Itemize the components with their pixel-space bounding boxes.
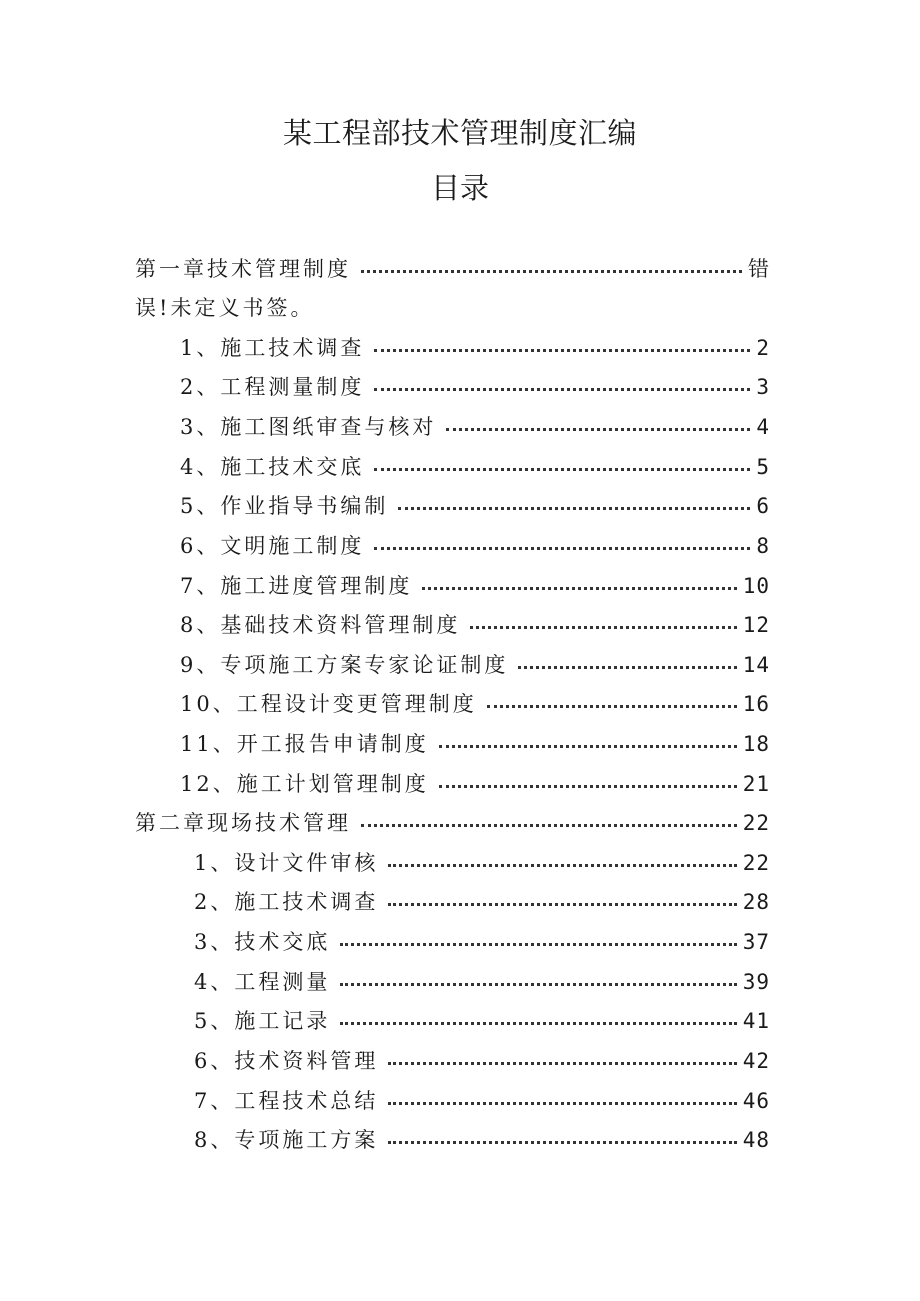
- toc-page-number: 22: [742, 851, 770, 875]
- toc-page-number: 41: [742, 1009, 770, 1033]
- toc-page-number: 6: [756, 494, 770, 518]
- toc-leader-dots: [374, 388, 750, 391]
- toc-page-number: 8: [756, 534, 770, 558]
- toc-entry-label: 2、施工技术调查: [194, 890, 379, 914]
- toc-entry[interactable]: [194, 966, 770, 996]
- toc-page-number: 5: [756, 455, 770, 479]
- toc-page-number: 12: [742, 613, 770, 637]
- toc-entry-label: 2、工程测量制度: [180, 375, 365, 399]
- toc-entry[interactable]: [194, 1045, 770, 1075]
- toc-leader-dots: [388, 864, 736, 867]
- toc-leader-dots: [388, 1102, 736, 1105]
- toc-page-number: 错: [748, 257, 770, 281]
- toc-entry-label: 7、施工进度管理制度: [180, 574, 413, 598]
- toc-entry-label: 第一章技术管理制度: [135, 257, 351, 281]
- toc-entry-label: 1、施工技术调查: [180, 336, 365, 360]
- toc-leader-dots: [446, 428, 750, 431]
- toc-entry-label: 第二章现场技术管理: [135, 811, 351, 835]
- toc-entry[interactable]: [180, 768, 770, 798]
- toc-chapter-2[interactable]: [135, 807, 770, 837]
- toc-leader-dots: [470, 626, 736, 629]
- toc-entry[interactable]: [194, 1005, 770, 1035]
- toc-leader-dots: [374, 547, 750, 550]
- toc-page-number: 4: [756, 415, 770, 439]
- toc-page-number: 22: [742, 811, 770, 835]
- toc-entry-label: 7、工程技术总结: [194, 1089, 379, 1113]
- toc-leader-dots: [340, 1022, 736, 1025]
- toc-entry[interactable]: [180, 332, 770, 362]
- toc-entry[interactable]: [194, 1124, 770, 1154]
- toc-page-number: 16: [742, 692, 770, 716]
- toc-leader-dots: [422, 587, 736, 590]
- toc-page-number: 37: [742, 930, 770, 954]
- toc-entry[interactable]: [180, 371, 770, 401]
- toc-entry-label: 5、作业指导书编制: [180, 494, 389, 518]
- toc-leader-dots: [388, 903, 736, 906]
- toc-page-number: 39: [742, 970, 770, 994]
- toc-leader-dots: [361, 270, 742, 273]
- toc-page-number: 42: [742, 1049, 770, 1073]
- toc-page-number: 48: [742, 1128, 770, 1152]
- toc-entry[interactable]: [180, 411, 770, 441]
- toc-page-number: 10: [742, 574, 770, 598]
- toc-entry-label: 8、专项施工方案: [194, 1128, 379, 1152]
- toc-page-number: 46: [742, 1089, 770, 1113]
- toc-entry-label: 6、技术资料管理: [194, 1049, 379, 1073]
- toc-entry-label: 1、设计文件审核: [194, 851, 379, 875]
- toc-page-number: 21: [742, 772, 770, 796]
- toc-entry[interactable]: [180, 688, 770, 718]
- toc-leader-dots: [388, 1141, 736, 1144]
- toc-leader-dots: [439, 785, 737, 788]
- toc-entry-label: 4、工程测量: [194, 970, 331, 994]
- toc-entry[interactable]: [180, 609, 770, 639]
- toc-entry[interactable]: [194, 847, 770, 877]
- toc-leader-dots: [374, 349, 750, 352]
- document-title: 某工程部技术管理制度汇编: [282, 116, 637, 150]
- toc-entry[interactable]: [194, 1085, 770, 1115]
- toc-entry-label: 3、技术交底: [194, 930, 331, 954]
- toc-page-number: 28: [742, 890, 770, 914]
- toc-leader-dots: [340, 983, 736, 986]
- toc-entry[interactable]: [194, 886, 770, 916]
- toc-entry-label: 12、施工计划管理制度: [180, 772, 429, 796]
- toc-entry[interactable]: [180, 530, 770, 560]
- toc-entry-label: 10、工程设计变更管理制度: [180, 692, 477, 716]
- toc-entry-label: 9、专项施工方案专家论证制度: [180, 653, 509, 677]
- toc-leader-dots: [388, 1062, 736, 1065]
- toc-entry[interactable]: [180, 570, 770, 600]
- toc-page-number: 14: [742, 653, 770, 677]
- toc-entry[interactable]: [180, 451, 770, 481]
- toc-entry[interactable]: [194, 926, 770, 956]
- toc-leader-dots: [361, 824, 737, 827]
- toc-entry-label: 4、施工技术交底: [180, 455, 365, 479]
- toc-entry-label: 3、施工图纸审查与核对: [180, 415, 437, 439]
- toc-heading: 目录: [430, 171, 489, 205]
- toc-chapter-1-wrap: 误!未定义书签。: [135, 296, 315, 320]
- toc-entry-label: 5、施工记录: [194, 1009, 331, 1033]
- toc-leader-dots: [398, 507, 750, 510]
- toc-entry[interactable]: [180, 490, 770, 520]
- toc-entry-label: 8、基础技术资料管理制度: [180, 613, 461, 637]
- toc-leader-dots: [439, 745, 737, 748]
- toc-leader-dots: [518, 666, 736, 669]
- toc-entry[interactable]: [180, 728, 770, 758]
- toc-entry[interactable]: [180, 649, 770, 679]
- toc-page-number: 18: [742, 732, 770, 756]
- toc-entry-label: 11、开工报告申请制度: [180, 732, 429, 756]
- toc-leader-dots: [487, 705, 737, 708]
- toc-page-number: 2: [756, 336, 770, 360]
- toc-leader-dots: [374, 468, 750, 471]
- toc-entry-label: 6、文明施工制度: [180, 534, 365, 558]
- toc-leader-dots: [340, 943, 736, 946]
- toc-chapter-1[interactable]: [135, 253, 770, 283]
- toc-page-number: 3: [756, 375, 770, 399]
